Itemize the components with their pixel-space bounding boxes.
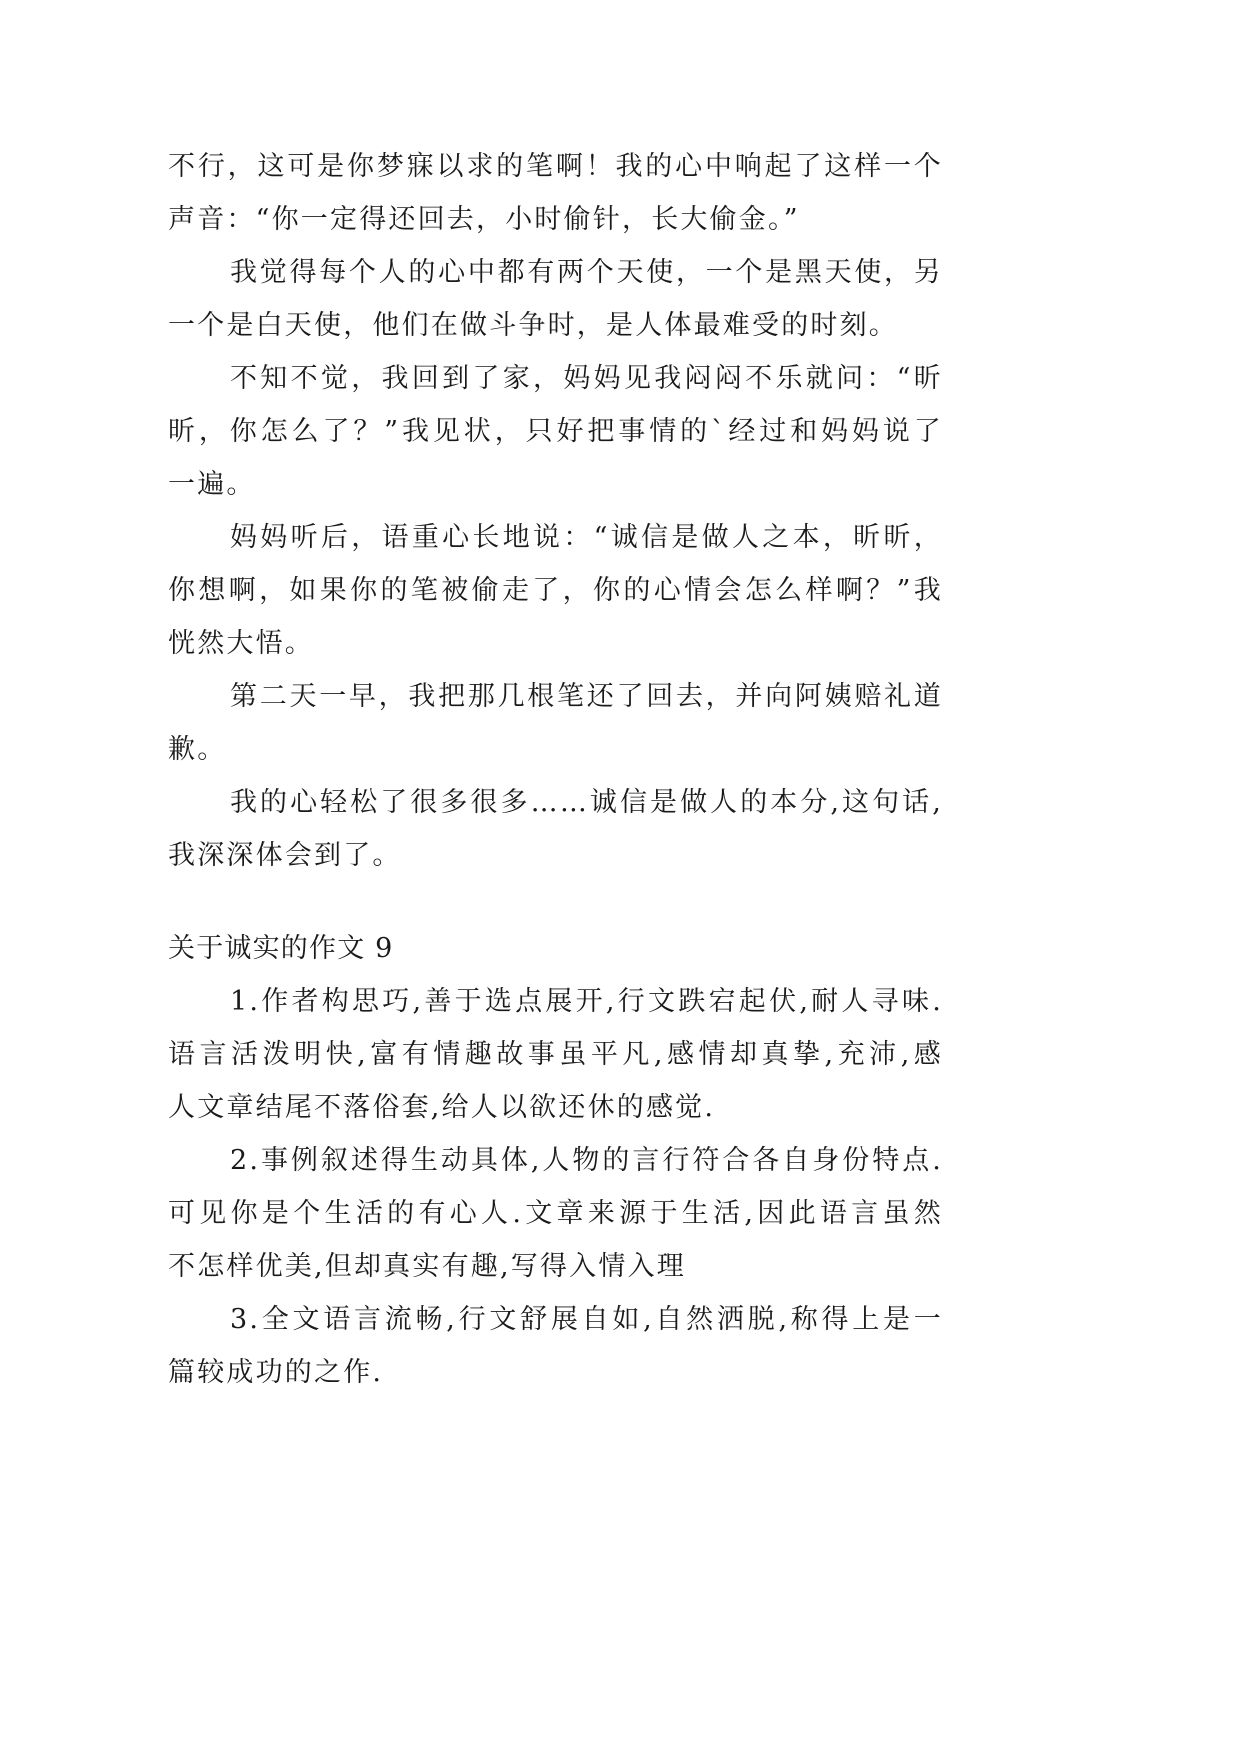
paragraph-line: 我深深体会到了。	[168, 840, 402, 871]
comment-line: 3.全文语言流畅,行文舒展自如,自然洒脱,称得上是一	[230, 1304, 943, 1335]
comment-line: 语言活泼明快,富有情趣故事虽平凡,感情却真挚,充沛,感	[168, 1039, 943, 1070]
paragraph-line: 歉。	[168, 734, 227, 765]
comment-line: 2.事例叙述得生动具体,人物的言行符合各自身份特点.	[230, 1145, 943, 1176]
paragraph-line: 一遍。	[168, 469, 256, 500]
paragraph-line: 你想啊，如果你的笔被偷走了，你的心情会怎么样啊？”我	[168, 575, 943, 606]
comment-line: 人文章结尾不落俗套,给人以欲还休的感觉.	[168, 1092, 716, 1123]
paragraph-line: 不行，这可是你梦寐以求的笔啊！我的心中响起了这样一个	[168, 151, 943, 182]
paragraph-line: 昕，你怎么了？”我见状，只好把事情的`经过和妈妈说了	[168, 416, 943, 447]
comment-line: 可见你是个生活的有心人.文章来源于生活,因此语言虽然	[168, 1198, 943, 1229]
paragraph-line: 我的心轻松了很多很多……诚信是做人的本分,这句话,	[230, 787, 943, 818]
paragraph-line: 不知不觉，我回到了家，妈妈见我闷闷不乐就问：“昕	[230, 363, 943, 394]
comment-line: 不怎样优美,但却真实有趣,写得入情入理	[168, 1251, 686, 1282]
paragraph-line: 第二天一早，我把那几根笔还了回去，并向阿姨赔礼道	[230, 681, 943, 712]
paragraph-line: 一个是白天使，他们在做斗争时，是人体最难受的时刻。	[168, 310, 898, 341]
comment-line: 1.作者构思巧,善于选点展开,行文跌宕起伏,耐人寻味.	[230, 986, 943, 1017]
paragraph-line: 声音：“你一定得还回去，小时偷针，长大偷金。”	[168, 204, 800, 235]
section-title: 关于诚实的作文 9	[168, 933, 394, 964]
comment-line: 篇较成功的之作.	[168, 1357, 384, 1388]
paragraph-line: 妈妈听后，语重心长地说：“诚信是做人之本，昕昕，	[230, 522, 943, 553]
paragraph-line: 我觉得每个人的心中都有两个天使，一个是黑天使，另	[230, 257, 943, 288]
paragraph-line: 恍然大悟。	[168, 628, 314, 659]
